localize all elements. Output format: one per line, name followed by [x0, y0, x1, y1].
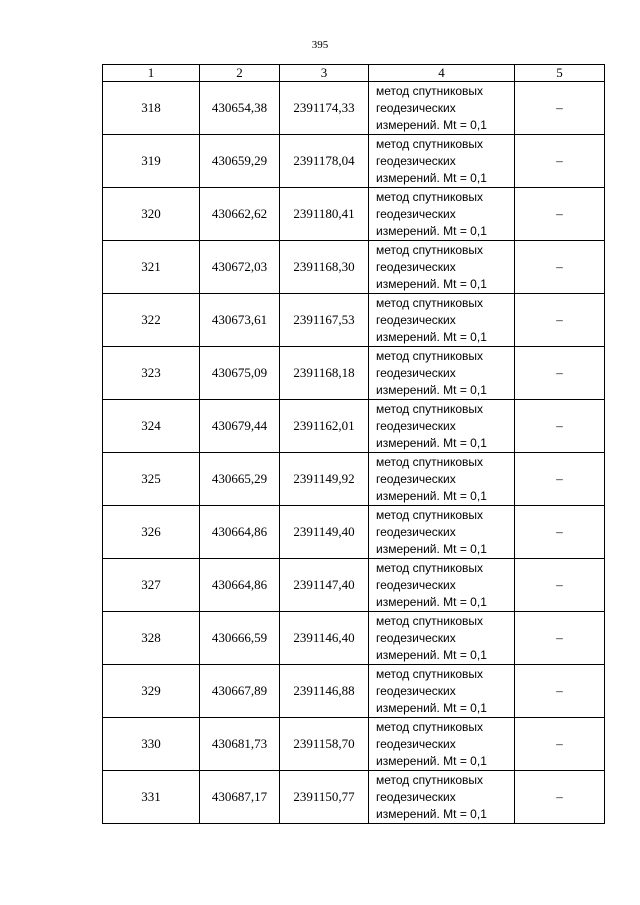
note-cell: – — [515, 612, 605, 665]
point-number-cell: 319 — [103, 135, 200, 188]
x-coordinate-cell: 430664,86 — [200, 506, 280, 559]
x-coordinate-cell: 430667,89 — [200, 665, 280, 718]
x-coordinate-cell: 430687,17 — [200, 771, 280, 824]
method-line: метод спутниковых — [376, 242, 484, 257]
x-coordinate-cell: 430681,73 — [200, 718, 280, 771]
note-cell: – — [515, 559, 605, 612]
point-number-cell: 324 — [103, 400, 200, 453]
method-line: метод спутниковых — [376, 83, 484, 98]
method-cell — [369, 241, 515, 294]
method-cell — [369, 188, 515, 241]
note-cell: – — [515, 347, 605, 400]
method-line: геодезических — [376, 789, 456, 804]
y-coordinate-cell: 2391146,88 — [280, 665, 369, 718]
method-line: метод спутниковых — [376, 613, 484, 628]
method-line: измерений. Mt = 0,1 — [376, 594, 487, 609]
method-line: измерений. Mt = 0,1 — [376, 647, 487, 662]
y-coordinate-cell: 2391149,92 — [280, 453, 369, 506]
method-line: геодезических — [376, 630, 456, 645]
method-line: метод спутниковых — [376, 454, 484, 469]
method-line: измерений. Mt = 0,1 — [376, 700, 487, 715]
point-number-cell: 322 — [103, 294, 200, 347]
note-cell: – — [515, 506, 605, 559]
table-row — [103, 241, 605, 294]
y-coordinate-cell: 2391150,77 — [280, 771, 369, 824]
method-cell — [369, 612, 515, 665]
method-line: метод спутниковых — [376, 772, 484, 787]
method-cell — [369, 559, 515, 612]
table-row — [103, 506, 605, 559]
x-coordinate-cell: 430666,59 — [200, 612, 280, 665]
x-coordinate-cell: 430654,38 — [200, 82, 280, 135]
point-number-cell: 320 — [103, 188, 200, 241]
method-line: измерений. Mt = 0,1 — [376, 541, 487, 556]
method-line: геодезических — [376, 259, 456, 274]
method-line: измерений. Mt = 0,1 — [376, 806, 487, 821]
header-col-4: 4 — [369, 65, 515, 82]
table-body — [103, 82, 605, 824]
note-cell: – — [515, 135, 605, 188]
method-line: метод спутниковых — [376, 189, 484, 204]
y-coordinate-cell: 2391149,40 — [280, 506, 369, 559]
method-line: геодезических — [376, 100, 456, 115]
table-row — [103, 718, 605, 771]
method-line: метод спутниковых — [376, 560, 484, 575]
method-line: метод спутниковых — [376, 295, 484, 310]
method-line: измерений. Mt = 0,1 — [376, 488, 487, 503]
note-cell: – — [515, 665, 605, 718]
method-line: метод спутниковых — [376, 666, 484, 681]
x-coordinate-cell: 430675,09 — [200, 347, 280, 400]
method-line: метод спутниковых — [376, 507, 484, 522]
note-cell: – — [515, 453, 605, 506]
method-cell — [369, 82, 515, 135]
method-line: геодезических — [376, 365, 456, 380]
x-coordinate-cell: 430679,44 — [200, 400, 280, 453]
header-col-2: 2 — [200, 65, 280, 82]
x-coordinate-cell: 430665,29 — [200, 453, 280, 506]
method-cell — [369, 400, 515, 453]
method-cell — [369, 294, 515, 347]
table-row — [103, 665, 605, 718]
method-line: измерений. Mt = 0,1 — [376, 435, 487, 450]
page-number: 395 — [311, 39, 329, 51]
note-cell: – — [515, 718, 605, 771]
x-coordinate-cell: 430659,29 — [200, 135, 280, 188]
note-cell: – — [515, 294, 605, 347]
point-number-cell: 323 — [103, 347, 200, 400]
y-coordinate-cell: 2391146,40 — [280, 612, 369, 665]
y-coordinate-cell: 2391162,01 — [280, 400, 369, 453]
method-cell — [369, 665, 515, 718]
note-cell: – — [515, 82, 605, 135]
method-line: измерений. Mt = 0,1 — [376, 329, 487, 344]
method-line: измерений. Mt = 0,1 — [376, 753, 487, 768]
table-row — [103, 771, 605, 824]
method-line: измерений. Mt = 0,1 — [376, 117, 487, 132]
y-coordinate-cell: 2391147,40 — [280, 559, 369, 612]
y-coordinate-cell: 2391168,30 — [280, 241, 369, 294]
point-number-cell: 318 — [103, 82, 200, 135]
note-cell: – — [515, 188, 605, 241]
y-coordinate-cell: 2391178,04 — [280, 135, 369, 188]
method-line: метод спутниковых — [376, 348, 484, 363]
table-row — [103, 559, 605, 612]
method-cell — [369, 506, 515, 559]
x-coordinate-cell: 430664,86 — [200, 559, 280, 612]
x-coordinate-cell: 430662,62 — [200, 188, 280, 241]
point-number-cell: 328 — [103, 612, 200, 665]
method-line: геодезических — [376, 524, 456, 539]
point-number-cell: 326 — [103, 506, 200, 559]
method-line: измерений. Mt = 0,1 — [376, 382, 487, 397]
method-cell — [369, 135, 515, 188]
table-row — [103, 82, 605, 135]
y-coordinate-cell: 2391158,70 — [280, 718, 369, 771]
note-cell: – — [515, 400, 605, 453]
table-row — [103, 347, 605, 400]
header-col-3: 3 — [280, 65, 369, 82]
method-line: геодезических — [376, 736, 456, 751]
method-line: измерений. Mt = 0,1 — [376, 170, 487, 185]
header-row — [103, 65, 605, 82]
method-line: геодезических — [376, 312, 456, 327]
method-line: геодезических — [376, 577, 456, 592]
method-line: геодезических — [376, 471, 456, 486]
point-number-cell: 325 — [103, 453, 200, 506]
method-cell — [369, 718, 515, 771]
y-coordinate-cell: 2391180,41 — [280, 188, 369, 241]
method-line: метод спутниковых — [376, 719, 484, 734]
header-col-1: 1 — [103, 65, 200, 82]
coordinates-table — [102, 64, 605, 824]
method-cell — [369, 771, 515, 824]
point-number-cell: 331 — [103, 771, 200, 824]
table-row — [103, 294, 605, 347]
point-number-cell: 330 — [103, 718, 200, 771]
method-line: геодезических — [376, 206, 456, 221]
method-line: метод спутниковых — [376, 136, 484, 151]
method-line: геодезических — [376, 418, 456, 433]
method-cell — [369, 453, 515, 506]
y-coordinate-cell: 2391168,18 — [280, 347, 369, 400]
method-line: метод спутниковых — [376, 401, 484, 416]
point-number-cell: 327 — [103, 559, 200, 612]
note-cell: – — [515, 241, 605, 294]
table-row — [103, 453, 605, 506]
method-line: измерений. Mt = 0,1 — [376, 276, 487, 291]
method-line: геодезических — [376, 153, 456, 168]
method-line: измерений. Mt = 0,1 — [376, 223, 487, 238]
method-line: геодезических — [376, 683, 456, 698]
x-coordinate-cell: 430673,61 — [200, 294, 280, 347]
y-coordinate-cell: 2391167,53 — [280, 294, 369, 347]
table-row — [103, 612, 605, 665]
point-number-cell: 329 — [103, 665, 200, 718]
x-coordinate-cell: 430672,03 — [200, 241, 280, 294]
method-cell — [369, 347, 515, 400]
table-row — [103, 135, 605, 188]
note-cell: – — [515, 771, 605, 824]
table-row — [103, 400, 605, 453]
y-coordinate-cell: 2391174,33 — [280, 82, 369, 135]
point-number-cell: 321 — [103, 241, 200, 294]
table-row — [103, 188, 605, 241]
header-col-5: 5 — [515, 65, 605, 82]
